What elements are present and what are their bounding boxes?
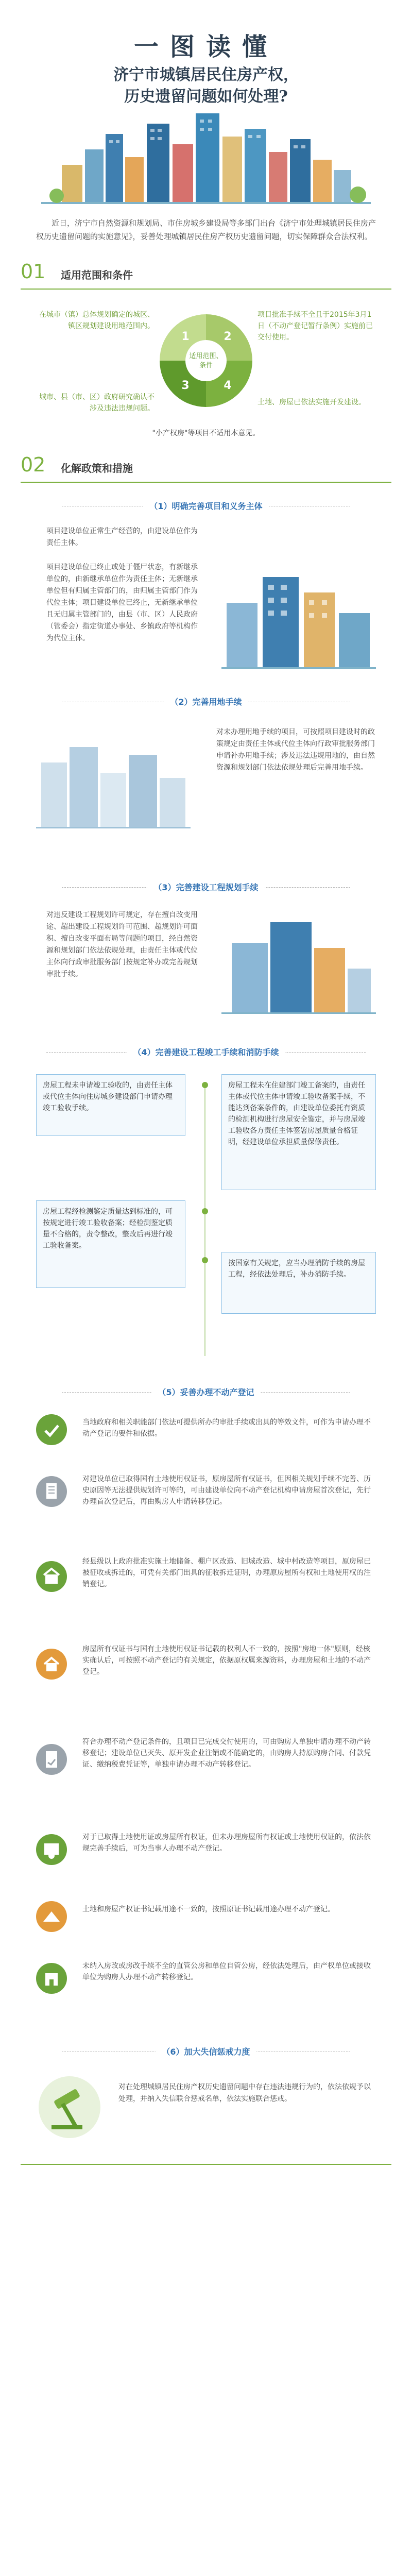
sub6-paragraph: 对在处理城镇居民住房产权历史遗留问题中存在违法违规行为的，依法依规予以处理，并纳入失信联合惩戒名单，依法实施联合惩戒。 xyxy=(118,2083,371,2103)
section-2-number: 02 xyxy=(21,453,46,476)
city-block-illustration xyxy=(36,726,191,829)
section-1-divider xyxy=(21,289,391,290)
public-housing-icon xyxy=(36,1963,67,1994)
building-icon xyxy=(221,562,376,670)
sub1-paragraph-2: 项目建设单位已终止或处于僵尸状态，有新继承单位的，由新继承单位作为责任主体；无新继承单位但有归属主管部门的，由归属主管部门作为代位主体；项目建设单位已终止，无新继承单位且无归属主管部门的，由县（市、区）人民政府（管委会）指定街道办事处、乡镇政府等机构作为代位主体。 xyxy=(46,563,198,642)
demolition-icon xyxy=(36,1561,67,1592)
approval-stamp-icon xyxy=(36,1414,67,1445)
timeline-dot-1 xyxy=(202,1082,208,1088)
register-item-3: 经县级以上政府批准实施土地储备、棚户区改造、旧城改造、城中村改造等项目，原房屋已被征收或拆迁的，可凭有关部门出具的征收拆迁证明，办理原房屋所有权和土地使用权的注销登记。 xyxy=(82,1557,371,1588)
ring-label-4: 4 xyxy=(224,379,232,392)
city-skyline-illustration xyxy=(41,108,371,206)
sub2-heading: （2）完善用地手续 xyxy=(0,696,412,707)
section-1-title: 适用范围和条件 xyxy=(61,269,133,281)
intro-paragraph: 近日，济宁市自然资源和规划局、市住房城乡建设局等多部门出台《济宁市处理城镇居民住房产权历史遗留问题的实施意见》，妥善处理城镇居民住房产权历史遗留问题，切实保障群众合法权利。 xyxy=(36,218,376,241)
sub4-box-4: 按国家有关规定，应当办理消防手续的房屋工程，经依法处理后，补办消防手续。 xyxy=(221,1252,376,1314)
scope-center-label: 适用范围、条件 xyxy=(189,352,223,369)
ring-label-1: 1 xyxy=(181,330,190,343)
section-2-divider xyxy=(21,482,391,483)
register-item-1: 当地政府和相关职能部门依法可提供所办的审批手续或出具的等效文件，可作为申请办理不动产登记的要件和依据。 xyxy=(82,1418,371,1438)
footer-divider xyxy=(21,2164,391,2165)
timeline-line xyxy=(204,1088,205,1356)
section-1-number: 01 xyxy=(21,260,46,283)
sub5-heading: （5）妥善办理不动产登记 xyxy=(0,1386,412,1398)
scope-bottom-left: 城市、县（市、区）政府研究确认不涉及违法违规问题。 xyxy=(39,393,154,413)
register-item-6: 对于已取得土地使用证或房屋所有权证，但未办理房屋所有权证或土地使用权证的，依法依规完善手续后，可为当事人办理不动产登记。 xyxy=(82,1833,371,1853)
scope-top-left: 在城市（镇）总体规划确定的城区、镇区规划建设用地范围内。 xyxy=(39,311,154,330)
sub1-heading: （1）明确完善项目和义务主体 xyxy=(0,500,412,512)
sub3-heading: （3）完善建设工程规划手续 xyxy=(0,881,412,893)
land-use-icon xyxy=(36,1901,67,1932)
document-icon xyxy=(36,1476,67,1507)
ring-label-3: 3 xyxy=(181,379,190,392)
page-subtitle-line1: 济宁市城镇居民住房产权， xyxy=(113,66,299,84)
register-item-4: 房屋所有权证书与国有土地使用权证书记载的权利人不一致的，按照"房地一体"原则，经核实确认后，可按照不动产登记的有关规定，依据原权属来源资料，办理房屋和土地的不动产登记。 xyxy=(82,1645,371,1676)
scope-top-right: 项目批准手续不全且于2015年3月1日（不动产登记暂行条例）实施前已交付使用。 xyxy=(258,311,373,342)
contract-icon xyxy=(36,1744,67,1775)
section-2-title: 化解政策和措施 xyxy=(61,462,133,474)
sub4-heading: （4）完善建设工程竣工手续和消防手续 xyxy=(0,1046,412,1058)
warning-gavel-icon xyxy=(36,2074,103,2141)
blueprint-building-illustration xyxy=(221,912,376,1015)
register-item-7: 土地和房屋产权证书记载用途不一致的，按照原证书记载用途办理不动产登记。 xyxy=(82,1905,335,1913)
page-title: 一图读懂 xyxy=(133,32,278,61)
sub3-paragraph: 对违反建设工程规划许可规定，存在擅自改变用途、超出建设工程规划许可范围、超规划许可面积、擅自改变平面布局等问题的项目，经自然资源和规划部门依法依规处理，由责任主体或代位主体向行政审批服务部门按规定补办或完善规划审批手续。 xyxy=(46,911,198,978)
sub4-box-1: 房屋工程未申请竣工验收的，由责任主体或代位主体向住房城乡建设部门申请办理竣工验收手续。 xyxy=(36,1074,185,1136)
certificate-icon xyxy=(36,1834,67,1865)
house-land-icon xyxy=(36,1649,67,1680)
sub1-paragraph-1: 项目建设单位正常生产经营的，由建设单位作为责任主体。 xyxy=(46,527,198,547)
timeline-dot-2 xyxy=(202,1208,208,1214)
register-item-5: 符合办理不动产登记条件的，且项目已完成交付使用的，可由购房人单独申请办理不动产转移登记；建设单位已灭失、原开发企业注销或不能确定的，由购房人持原购房合同、付款凭证、缴纳税费凭证等，单独申请办理不动产转移登记。 xyxy=(82,1738,371,1769)
register-item-8: 未纳入房改或房改手续不全的直管公房和单位自管公房，经依法处理后，由产权单位或接收单位为购房人办理不动产转移登记。 xyxy=(82,1962,371,1981)
sub4-box-2: 房屋工程未在住建部门竣工备案的，由责任主体或代位主体申请竣工验收备案手续，不能达到备案条件的，由建设单位委托有资质的检测机构进行房屋安全鉴定，并与房屋竣工验收各方责任主体签署房屋质量合格证明，经建设单位承担质量保修责任。 xyxy=(221,1074,376,1190)
scope-bottom-right: 土地、房屋已依法实施开发建设。 xyxy=(258,398,366,406)
ring-label-2: 2 xyxy=(224,330,232,343)
page-subtitle-line2: 历史遗留问题如何处理? xyxy=(124,88,288,106)
sub6-heading: （6）加大失信惩戒力度 xyxy=(0,2045,412,2057)
scope-note: "小产权房"等项目不适用本意见。 xyxy=(152,429,260,437)
sub2-paragraph: 对未办理用地手续的项目，可按照项目建设时的政策规定由责任主体或代位主体向行政审批服务部门申请补办用地手续；涉及违法违规用地的，由自然资源和规划部门依法依规处理后完善用地手续。 xyxy=(216,728,375,772)
timeline-dot-3 xyxy=(202,1257,208,1263)
register-item-2: 对建设单位已取得国有土地使用权证书，原房屋所有权证书，但因相关规划手续不完善、历史原因等无法提供规划许可等的，可由建设单位向不动产登记机构申请房屋首次登记，先行办理首次登记后，再由购房人申请转移登记。 xyxy=(82,1475,371,1506)
sub4-box-3: 房屋工程经检测鉴定质量达到标准的，可按规定进行竣工验收备案；经检测鉴定质量不合格的，责令整改，整改后再进行竣工验收备案。 xyxy=(36,1200,185,1288)
